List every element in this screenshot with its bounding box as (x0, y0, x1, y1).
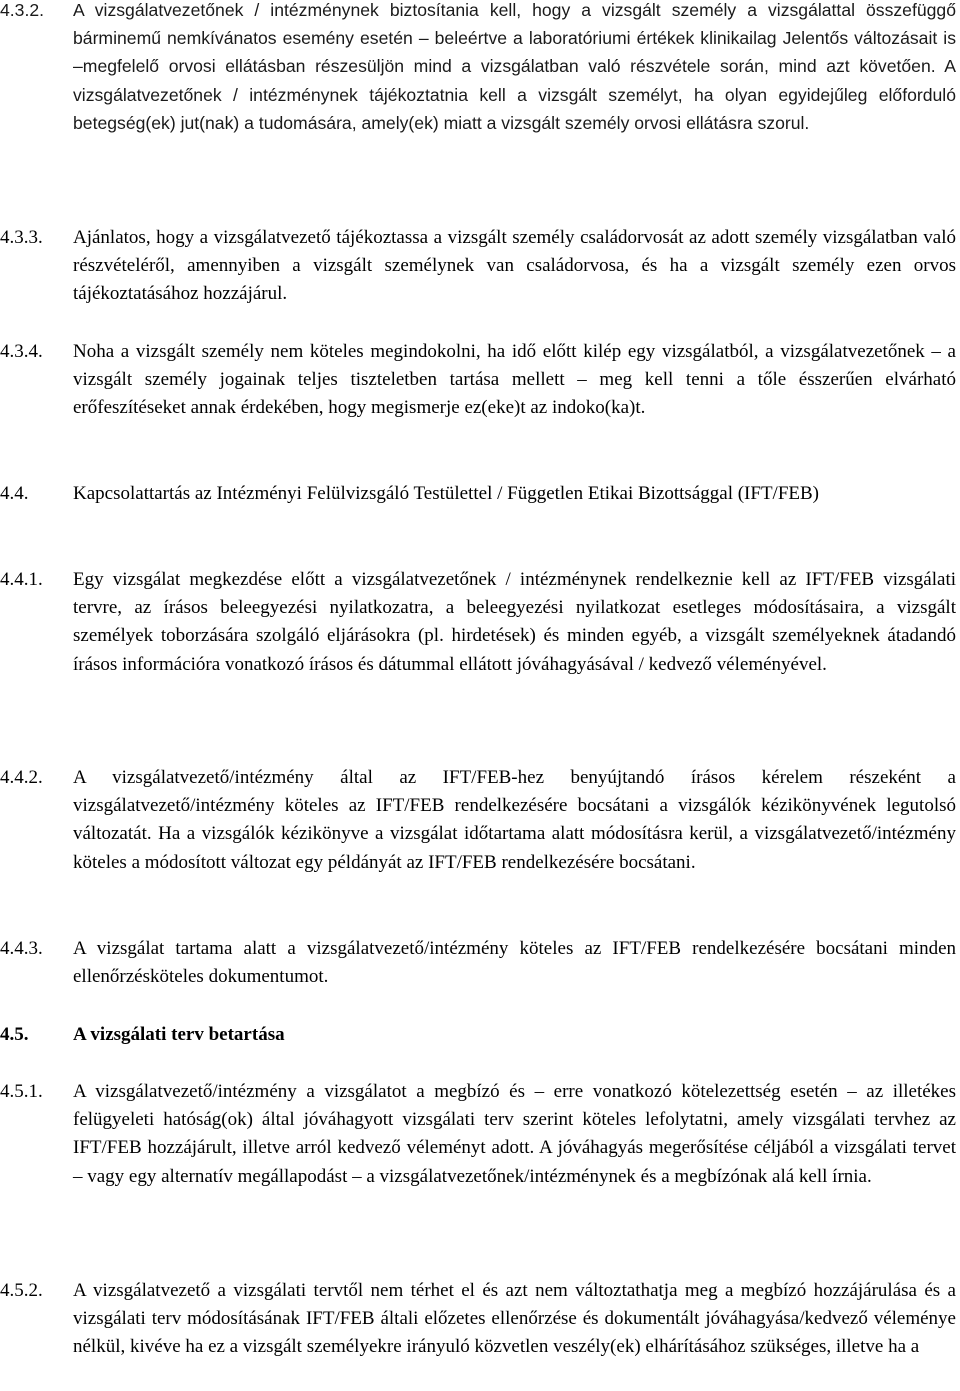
paragraph-4-3-3 (0, 224, 956, 309)
paragraph-number: 4.3.4. (0, 341, 43, 362)
paragraph-text: A vizsgálat tartama alatt a vizsgálatvezető/intézmény köteles az IFT/FEB rendelkezésére bocsátani minden ellenőrzésköteles dokumentumot. (73, 938, 956, 988)
paragraph-text: Ajánlatos, hogy a vizsgálatvezető tájékoztassa a vizsgált személy családorvosát az adott személy vizsgálatban való részvételéről, amennyiben a vizsgált személynek van családorvosa, és ha a vizsgált személy ezen orvos tájékoztatásához hozzájárul. (73, 227, 956, 305)
paragraph-text: A vizsgálatvezetőnek / intézménynek biztosítania kell, hogy a vizsgált személy a vizsgálattal összefüggő bárminemű nemkívánatos esemény esetén – beleértve a laboratóriumi értékek klinikailag Jelentős változásait is –megfelelő orvosi ellátásban részesüljön mind a vizsgálatban való részvétele során, mind azt követően. A vizsgálatvezetőnek / intézménynek tájékoztatnia kell a vizsgált személyt, ha olyan egyidejűleg előforduló betegség(ek) jut(nak) a tudomására, amely(ek) miatt a vizsgált személy orvosi ellátásra szorul. (73, 0, 956, 133)
paragraph-number: 4.4.2. (0, 767, 43, 788)
paragraph-4-4-1 (0, 566, 956, 679)
paragraph-4-3-2 (0, 0, 956, 137)
paragraph-text: A vizsgálatvezető/intézmény a vizsgálatot a megbízó és – erre vonatkozó kötelezettség esetén – az illetékes felügyeleti hatóság(ok) által jóváhagyott vizsgálati terv szerint köteles lefolytatni, amely vizsgálati tervhez az IFT/FEB hozzájárult, illetve arról kedvező véleményt adott. A jóváhagyás megerősítése céljából a vizsgálati tervet – vagy egy alternatív megállapodást – a vizsgálatvezetőnek/intézménynek és a megbízónak alá kell írnia. (73, 1081, 956, 1187)
paragraph-text: A vizsgálatvezető/intézmény által az IFT/FEB-hez benyújtandó írásos kérelem részeként a vizsgálatvezető/intézmény köteles az IFT/FEB rendelkezésére bocsátani a vizsgálók kézikönyvének legutolsó változatát. Ha a vizsgálók kézikönyve a vizsgálat időtartama alatt módosításra kerül, a vizsgálatvezető/intézmény köteles a módosított változat egy példányát az IFT/FEB rendelkezésére bocsátani. (73, 767, 956, 873)
section-number: 4.5. (0, 1024, 29, 1045)
paragraph-number: 4.4.1. (0, 569, 43, 590)
paragraph-number: 4.5.1. (0, 1081, 43, 1102)
paragraph-text: Noha a vizsgált személy nem köteles megindokolni, ha idő előtt kilép egy vizsgálatból, a vizsgálatvezetőnek – a vizsgált személy jogainak teljes tiszteletben tartása mellett – meg kell tenni a tőle ésszerűen elvárható erőfeszítéseket annak érdekében, hogy megismerje ez(eke)t az indoko(ka)t. (73, 341, 956, 419)
paragraph-number: 4.4.3. (0, 938, 43, 959)
paragraph-4-4-2 (0, 764, 956, 877)
paragraph-4-5-1 (0, 1078, 956, 1191)
section-number: 4.4. (0, 483, 29, 504)
paragraph-text: Egy vizsgálat megkezdése előtt a vizsgálatvezetőnek / intézménynek rendelkeznie kell az IFT/FEB vizsgálati tervre, az írásos beleegyezési nyilatkozatra, a beleegyezési nyilatkozat esetleges módosításaira, a vizsgált személyek toborzására szolgáló eljárásokra (pl. hirdetések) és minden egyéb, a vizsgált személyeknek átadandó írásos információra vonatkozó írásos és dátummal ellátott jóváhagyásával / kedvező véleményével. (73, 569, 956, 675)
section-title: Kapcsolattartás az Intézményi Felülvizsgáló Testülettel / Független Etikai Bizottsággal (IFT/FEB) (73, 483, 820, 504)
paragraph-4-3-4 (0, 338, 956, 423)
paragraph-number: 4.5.2. (0, 1280, 43, 1301)
paragraph-number: 4.3.3. (0, 227, 43, 248)
section-heading-4-4 (0, 480, 956, 508)
paragraph-4-4-3 (0, 935, 956, 991)
paragraph-number: 4.3.2. (0, 0, 45, 20)
section-title: A vizsgálati terv betartása (73, 1024, 285, 1045)
paragraph-4-5-2 (0, 1277, 956, 1362)
section-heading-4-5 (0, 1021, 956, 1049)
paragraph-text: A vizsgálatvezető a vizsgálati tervtől nem térhet el és azt nem változtathatja meg a megbízó hozzájárulása és a vizsgálati terv módosításának IFT/FEB általi előzetes ellenőrzése és dokumentált jóváhagyása/kedvező véleménye nélkül, kivéve ha ez a vizsgált személyekre irányuló közvetlen veszély(ek) elhárításához szükséges, illetve ha a (73, 1280, 956, 1358)
